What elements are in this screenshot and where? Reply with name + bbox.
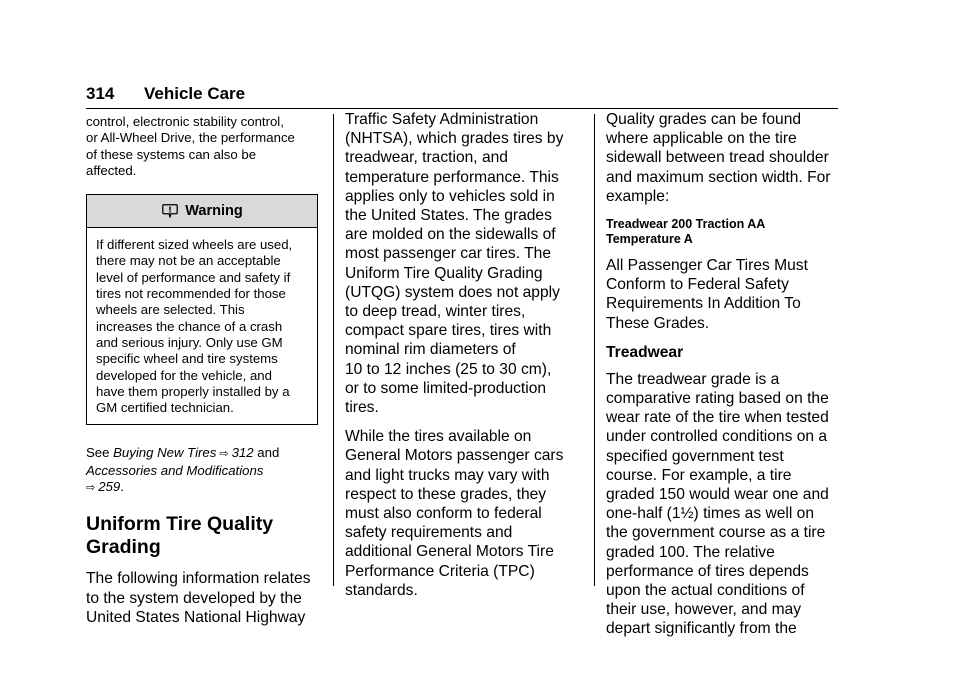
text-line: example: — [606, 187, 670, 205]
text-line: Uniform Tire Quality — [86, 513, 274, 536]
text-line: or All-Wheel Drive, the performance — [86, 130, 295, 146]
text-line: These Grades. — [606, 314, 710, 332]
column-1 — [86, 114, 320, 627]
text-line: additional General Motors Tire — [345, 543, 554, 561]
text-line: Uniform Tire Quality Grading — [345, 264, 543, 282]
text-line: affected. — [86, 162, 137, 178]
text-line: most passenger car tires. The — [345, 245, 551, 263]
text-line: where applicable on the tire — [606, 130, 797, 148]
reference-link-buying-new-tires[interactable]: Buying New Tires — [113, 445, 217, 461]
text-line: Quality grades can be found — [606, 111, 802, 128]
paragraph-gm-tires — [345, 427, 581, 600]
subheading-treadwear: Treadwear — [606, 343, 684, 361]
reference-link-accessories[interactable]: Accessories and Modifications — [86, 462, 264, 478]
column-divider — [594, 114, 595, 586]
text-line: under controlled conditions on a — [606, 428, 828, 446]
text-line: wheels are selected. This — [96, 302, 245, 318]
text-line: (UTQG) system does not apply — [345, 283, 560, 301]
warning-box — [86, 194, 318, 425]
text-line: GM certified technician. — [96, 400, 234, 416]
text-line: Grading — [86, 536, 161, 559]
text-line: Requirements In Addition To — [606, 295, 801, 313]
grade-example — [606, 217, 842, 246]
see-prefix: See — [86, 445, 114, 461]
text-line: applies only to vehicles sold in — [345, 187, 555, 205]
text-line: tires. — [345, 399, 379, 417]
text-line: developed for the vehicle, and — [96, 367, 272, 383]
page-arrow-icon: ⇨ — [86, 482, 96, 495]
text-line: treadwear, traction, and — [345, 149, 508, 167]
text-line: upon the actual conditions of — [606, 582, 805, 600]
text-line: of these systems can also be — [86, 146, 257, 162]
text-line: Temperature A — [606, 231, 693, 246]
text-line: If different sized wheels are used, — [96, 237, 293, 253]
page-arrow-icon: ⇨ — [219, 448, 229, 461]
column-3 — [606, 111, 842, 639]
section-intro-paragraph — [86, 569, 320, 627]
see-period: . — [120, 479, 124, 495]
text-line: one-half (1½) times as well on — [606, 505, 815, 523]
text-line: tires not recommended for those — [96, 286, 286, 302]
text-line: While the tires available on — [345, 428, 532, 446]
reference-page[interactable]: 259 — [98, 479, 121, 495]
text-line: compact spare tires, tires with — [345, 322, 552, 340]
text-line: and serious injury. Only use GM — [96, 334, 283, 350]
text-line: have them properly installed by a — [96, 383, 290, 399]
intro-paragraph — [86, 114, 320, 179]
text-line: Treadwear 200 Traction AA — [606, 217, 766, 232]
text-line: sidewall between tread shoulder — [606, 149, 829, 167]
text-line: must also conform to federal — [345, 505, 542, 523]
text-line: General Motors passenger cars — [345, 447, 564, 465]
text-line: control, electronic stability control, — [86, 114, 284, 129]
text-line: or to some limited-production — [345, 379, 547, 397]
text-line: Conform to Federal Safety — [606, 276, 789, 294]
text-line: and light trucks may vary with — [345, 466, 550, 484]
see-and: and — [253, 445, 280, 461]
text-line: standards. — [345, 581, 418, 599]
warning-label: Warning — [185, 203, 243, 220]
text-line: (NHTSA), which grades tires by — [345, 130, 564, 148]
text-line: temperature performance. This — [345, 168, 559, 186]
warning-icon — [161, 202, 179, 220]
text-line: graded 150 would wear one and — [606, 486, 829, 504]
paragraph-nhtsa — [345, 110, 581, 417]
warning-header — [87, 195, 317, 228]
page-number: 314 — [86, 84, 115, 103]
column-2 — [345, 111, 581, 600]
text-line: specified government test — [606, 447, 784, 465]
reference-page[interactable]: 312 — [231, 445, 254, 461]
warning-text — [87, 228, 317, 424]
text-line: the United States. The grades — [345, 207, 552, 225]
text-line: Performance Criteria (TPC) — [345, 562, 535, 580]
text-line: increases the chance of a crash — [96, 318, 283, 334]
text-line: level of performance and safety if — [96, 269, 291, 285]
text-line: and maximum section width. For — [606, 168, 831, 186]
text-line: their use, however, and may — [606, 601, 802, 619]
text-line: United States National Highway — [86, 608, 306, 626]
text-line: nominal rim diameters of — [345, 341, 516, 359]
text-line: are molded on the sidewalls of — [345, 226, 556, 244]
text-line: comparative rating based on the — [606, 390, 829, 408]
text-line: course. For example, a tire — [606, 466, 792, 484]
text-line: respect to these grades, they — [345, 485, 547, 503]
see-reference — [86, 445, 320, 496]
paragraph-quality-grades — [606, 110, 842, 206]
text-line: the government course as a tire — [606, 524, 826, 542]
text-line: Traffic Safety Administration — [345, 111, 539, 128]
text-line: depart significantly from the — [606, 620, 797, 638]
text-line: The treadwear grade is a — [606, 370, 780, 388]
page-title: Vehicle Care — [144, 84, 246, 103]
text-line: safety requirements and — [345, 524, 513, 542]
text-line: graded 100. The relative — [606, 543, 775, 561]
paragraph-treadwear — [606, 370, 842, 639]
text-line: to the system developed by the — [86, 589, 302, 607]
paragraph-conform — [606, 256, 842, 333]
text-line: All Passenger Car Tires Must — [606, 257, 808, 275]
text-line: specific wheel and tire systems — [96, 351, 278, 367]
text-line: performance of tires depends — [606, 562, 809, 580]
column-divider — [333, 114, 334, 586]
page-header — [86, 82, 838, 109]
text-line: The following information relates — [86, 570, 311, 588]
text-line: to deep tread, winter tires, — [345, 303, 526, 321]
section-title — [86, 513, 320, 559]
text-line: 10 to 12 inches (25 to 30 cm), — [345, 360, 552, 378]
text-line: there may not be an acceptable — [96, 253, 281, 269]
text-line: wear rate of the tire when tested — [606, 409, 829, 427]
